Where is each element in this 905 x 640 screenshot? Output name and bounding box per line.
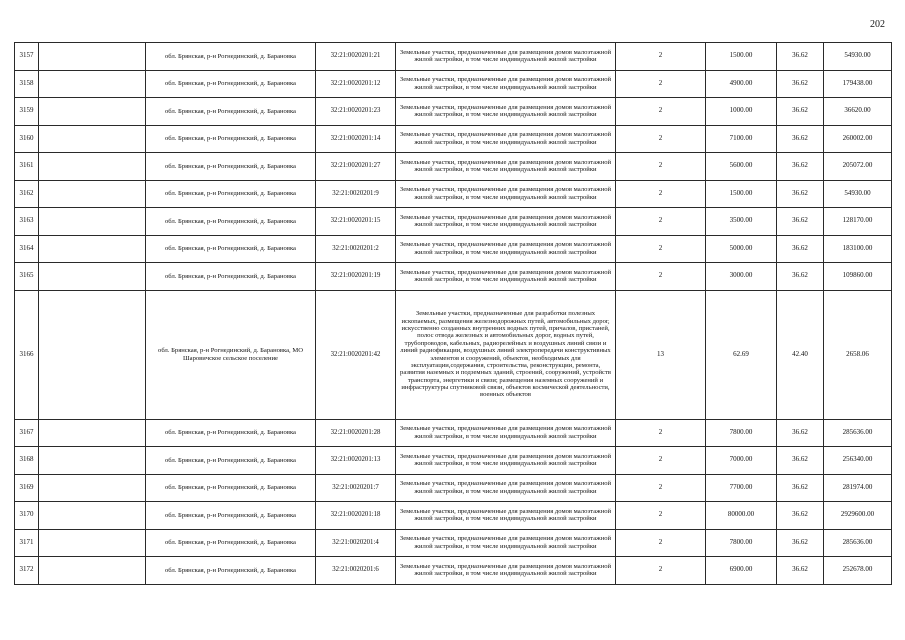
- group-cell: 2: [616, 474, 706, 502]
- table-row: [15, 153, 892, 181]
- row-number: 3164: [15, 235, 39, 263]
- cadastral-number-cell: 32:21:0020201:18: [316, 502, 396, 530]
- group-cell: 13: [616, 290, 706, 419]
- address-cell: обл. Брянская, р-н Рогнединский, д. Барановка: [146, 43, 316, 71]
- cadastral-number-cell: 32:21:0020201:12: [316, 70, 396, 98]
- row-number: 3166: [15, 290, 39, 419]
- group-cell: 2: [616, 447, 706, 475]
- row-number: 3171: [15, 529, 39, 557]
- blank-cell: [39, 419, 146, 447]
- cadastral-number-cell: 32:21:0020201:7: [316, 474, 396, 502]
- group-cell: 2: [616, 98, 706, 126]
- area-cell: 7800.00: [706, 419, 777, 447]
- table-row: [15, 235, 892, 263]
- blank-cell: [39, 557, 146, 585]
- land-use-cell: Земельные участки, предназначенные для размещения домов малоэтажной жилой застройки, в том числе индивидуальной жилой застройки: [396, 43, 616, 71]
- table-row: [15, 43, 892, 71]
- table-row: [15, 180, 892, 208]
- table-row: [15, 474, 892, 502]
- address-cell: обл. Брянская, р-н Рогнединский, д. Барановка: [146, 447, 316, 475]
- blank-cell: [39, 43, 146, 71]
- cadastral-value-cell: 179438.00: [824, 70, 892, 98]
- land-use-cell: Земельные участки, предназначенные для размещения домов малоэтажной жилой застройки, в том числе индивидуальной жилой застройки: [396, 419, 616, 447]
- row-number: 3172: [15, 557, 39, 585]
- group-cell: 2: [616, 557, 706, 585]
- cadastral-value-cell: 2658.06: [824, 290, 892, 419]
- rate-cell: 36.62: [777, 180, 824, 208]
- row-number: 3159: [15, 98, 39, 126]
- land-use-cell: Земельные участки, предназначенные для размещения домов малоэтажной жилой застройки, в том числе индивидуальной жилой застройки: [396, 557, 616, 585]
- table-row: [15, 502, 892, 530]
- cadastral-number-cell: 32:21:0020201:28: [316, 419, 396, 447]
- address-cell: обл. Брянская, р-н Рогнединский, д. Барановка: [146, 153, 316, 181]
- area-cell: 3000.00: [706, 263, 777, 291]
- cadastral-value-cell: 285636.00: [824, 419, 892, 447]
- cadastral-value-cell: 205072.00: [824, 153, 892, 181]
- rate-cell: 36.62: [777, 557, 824, 585]
- cadastral-value-cell: 2929600.00: [824, 502, 892, 530]
- group-cell: 2: [616, 419, 706, 447]
- address-cell: обл. Брянская, р-н Рогнединский, д. Барановка: [146, 98, 316, 126]
- row-number: 3157: [15, 43, 39, 71]
- group-cell: 2: [616, 529, 706, 557]
- address-cell: обл. Брянская, р-н Рогнединский, д. Барановка: [146, 419, 316, 447]
- table-row: [15, 70, 892, 98]
- cadastral-value-cell: 260002.00: [824, 125, 892, 153]
- row-number: 3168: [15, 447, 39, 475]
- cadastral-number-cell: 32:21:0020201:15: [316, 208, 396, 236]
- land-use-cell: Земельные участки, предназначенные для размещения домов малоэтажной жилой застройки, в том числе индивидуальной жилой застройки: [396, 447, 616, 475]
- blank-cell: [39, 235, 146, 263]
- land-use-cell: Земельные участки, предназначенные для размещения домов малоэтажной жилой застройки, в том числе индивидуальной жилой застройки: [396, 180, 616, 208]
- rate-cell: 36.62: [777, 235, 824, 263]
- rate-cell: 36.62: [777, 529, 824, 557]
- row-number: 3170: [15, 502, 39, 530]
- area-cell: 5000.00: [706, 235, 777, 263]
- group-cell: 2: [616, 125, 706, 153]
- table-row: [15, 98, 892, 126]
- blank-cell: [39, 474, 146, 502]
- group-cell: 2: [616, 153, 706, 181]
- rate-cell: 36.62: [777, 98, 824, 126]
- land-use-cell: Земельные участки, предназначенные для размещения домов малоэтажной жилой застройки, в том числе индивидуальной жилой застройки: [396, 98, 616, 126]
- table-row: [15, 263, 892, 291]
- cadastral-value-cell: 128170.00: [824, 208, 892, 236]
- blank-cell: [39, 98, 146, 126]
- cadastral-value-cell: 36620.00: [824, 98, 892, 126]
- blank-cell: [39, 529, 146, 557]
- table-row: [15, 557, 892, 585]
- cadastral-number-cell: 32:21:0020201:13: [316, 447, 396, 475]
- land-use-cell: Земельные участки, предназначенные для размещения домов малоэтажной жилой застройки, в том числе индивидуальной жилой застройки: [396, 125, 616, 153]
- rate-cell: 36.62: [777, 153, 824, 181]
- table-row: [15, 290, 892, 419]
- blank-cell: [39, 263, 146, 291]
- row-number: 3165: [15, 263, 39, 291]
- land-registry-table: [14, 42, 892, 585]
- area-cell: 1000.00: [706, 98, 777, 126]
- area-cell: 1500.00: [706, 180, 777, 208]
- blank-cell: [39, 290, 146, 419]
- cadastral-number-cell: 32:21:0020201:42: [316, 290, 396, 419]
- address-cell: обл. Брянская, р-н Рогнединский, д. Барановка: [146, 529, 316, 557]
- area-cell: 62.69: [706, 290, 777, 419]
- group-cell: 2: [616, 235, 706, 263]
- land-use-cell: Земельные участки, предназначенные для размещения домов малоэтажной жилой застройки, в том числе индивидуальной жилой застройки: [396, 502, 616, 530]
- table-row: [15, 447, 892, 475]
- cadastral-value-cell: 281974.00: [824, 474, 892, 502]
- cadastral-value-cell: 54930.00: [824, 180, 892, 208]
- group-cell: 2: [616, 208, 706, 236]
- row-number: 3167: [15, 419, 39, 447]
- address-cell: обл. Брянская, р-н Рогнединский, д. Барановка: [146, 502, 316, 530]
- row-number: 3160: [15, 125, 39, 153]
- address-cell: обл. Брянская, р-н Рогнединский, д. Барановка: [146, 235, 316, 263]
- land-use-cell: Земельные участки, предназначенные для разработки полезных ископаемых, размещения железнодорожных путей, автомобильных дорог, искусственно созданных внутренних водных путей, причалов, пристаней, полос отвода железных и автомобильных дорог, водных путей, трубопроводов, кабельных, радиорелейных и воздушных линий связи и линий радиофикации, воздушных линий электропередачи конструктивных элементов и сооружений, объектов, необходимых для эксплуатации,содержания, строительства, реконструкции, ремонта, развития наземных и подземных зданий, строений, сооружений, устройств транспорта, энергетики и связи; размещения наземных сооружений и инфраструктуры спутниковой связи, объектов космической деятельности, военных объектов: [396, 290, 616, 419]
- group-cell: 2: [616, 263, 706, 291]
- table-row: [15, 208, 892, 236]
- row-number: 3163: [15, 208, 39, 236]
- cadastral-value-cell: 183100.00: [824, 235, 892, 263]
- address-cell: обл. Брянская, р-н Рогнединский, д. Барановка, МО Шаровичское сельское поселение: [146, 290, 316, 419]
- address-cell: обл. Брянская, р-н Рогнединский, д. Барановка: [146, 125, 316, 153]
- rate-cell: 36.62: [777, 70, 824, 98]
- land-use-cell: Земельные участки, предназначенные для размещения домов малоэтажной жилой застройки, в том числе индивидуальной жилой застройки: [396, 263, 616, 291]
- area-cell: 4900.00: [706, 70, 777, 98]
- cadastral-number-cell: 32:21:0020201:21: [316, 43, 396, 71]
- blank-cell: [39, 180, 146, 208]
- cadastral-value-cell: 54930.00: [824, 43, 892, 71]
- rate-cell: 36.62: [777, 502, 824, 530]
- land-use-cell: Земельные участки, предназначенные для размещения домов малоэтажной жилой застройки, в том числе индивидуальной жилой застройки: [396, 235, 616, 263]
- area-cell: 3500.00: [706, 208, 777, 236]
- address-cell: обл. Брянская, р-н Рогнединский, д. Барановка: [146, 70, 316, 98]
- cadastral-value-cell: 109860.00: [824, 263, 892, 291]
- blank-cell: [39, 447, 146, 475]
- rate-cell: 36.62: [777, 474, 824, 502]
- cadastral-value-cell: 285636.00: [824, 529, 892, 557]
- rate-cell: 36.62: [777, 263, 824, 291]
- group-cell: 2: [616, 70, 706, 98]
- area-cell: 7800.00: [706, 529, 777, 557]
- cadastral-value-cell: 252678.00: [824, 557, 892, 585]
- address-cell: обл. Брянская, р-н Рогнединский, д. Барановка: [146, 263, 316, 291]
- page-number: 202: [870, 19, 885, 30]
- land-use-cell: Земельные участки, предназначенные для размещения домов малоэтажной жилой застройки, в том числе индивидуальной жилой застройки: [396, 153, 616, 181]
- rate-cell: 36.62: [777, 125, 824, 153]
- table-body: [15, 43, 892, 585]
- land-use-cell: Земельные участки, предназначенные для размещения домов малоэтажной жилой застройки, в том числе индивидуальной жилой застройки: [396, 474, 616, 502]
- rate-cell: 36.62: [777, 43, 824, 71]
- group-cell: 2: [616, 43, 706, 71]
- land-use-cell: Земельные участки, предназначенные для размещения домов малоэтажной жилой застройки, в том числе индивидуальной жилой застройки: [396, 70, 616, 98]
- blank-cell: [39, 153, 146, 181]
- cadastral-number-cell: 32:21:0020201:2: [316, 235, 396, 263]
- cadastral-number-cell: 32:21:0020201:9: [316, 180, 396, 208]
- row-number: 3169: [15, 474, 39, 502]
- rate-cell: 36.62: [777, 419, 824, 447]
- group-cell: 2: [616, 502, 706, 530]
- blank-cell: [39, 70, 146, 98]
- address-cell: обл. Брянская, р-н Рогнединский, д. Барановка: [146, 474, 316, 502]
- row-number: 3158: [15, 70, 39, 98]
- area-cell: 7000.00: [706, 447, 777, 475]
- area-cell: 1500.00: [706, 43, 777, 71]
- blank-cell: [39, 502, 146, 530]
- cadastral-number-cell: 32:21:0020201:4: [316, 529, 396, 557]
- blank-cell: [39, 125, 146, 153]
- cadastral-number-cell: 32:21:0020201:27: [316, 153, 396, 181]
- land-use-cell: Земельные участки, предназначенные для размещения домов малоэтажной жилой застройки, в том числе индивидуальной жилой застройки: [396, 208, 616, 236]
- table-row: [15, 529, 892, 557]
- address-cell: обл. Брянская, р-н Рогнединский, д. Барановка: [146, 208, 316, 236]
- area-cell: 6900.00: [706, 557, 777, 585]
- cadastral-number-cell: 32:21:0020201:23: [316, 98, 396, 126]
- table-row: [15, 125, 892, 153]
- area-cell: 80000.00: [706, 502, 777, 530]
- rate-cell: 36.62: [777, 447, 824, 475]
- rate-cell: 36.62: [777, 208, 824, 236]
- cadastral-number-cell: 32:21:0020201:19: [316, 263, 396, 291]
- blank-cell: [39, 208, 146, 236]
- area-cell: 5600.00: [706, 153, 777, 181]
- address-cell: обл. Брянская, р-н Рогнединский, д. Барановка: [146, 557, 316, 585]
- row-number: 3162: [15, 180, 39, 208]
- land-use-cell: Земельные участки, предназначенные для размещения домов малоэтажной жилой застройки, в том числе индивидуальной жилой застройки: [396, 529, 616, 557]
- row-number: 3161: [15, 153, 39, 181]
- group-cell: 2: [616, 180, 706, 208]
- area-cell: 7100.00: [706, 125, 777, 153]
- cadastral-value-cell: 256340.00: [824, 447, 892, 475]
- table-row: [15, 419, 892, 447]
- address-cell: обл. Брянская, р-н Рогнединский, д. Барановка: [146, 180, 316, 208]
- cadastral-number-cell: 32:21:0020201:14: [316, 125, 396, 153]
- cadastral-number-cell: 32:21:0020201:6: [316, 557, 396, 585]
- area-cell: 7700.00: [706, 474, 777, 502]
- rate-cell: 42.40: [777, 290, 824, 419]
